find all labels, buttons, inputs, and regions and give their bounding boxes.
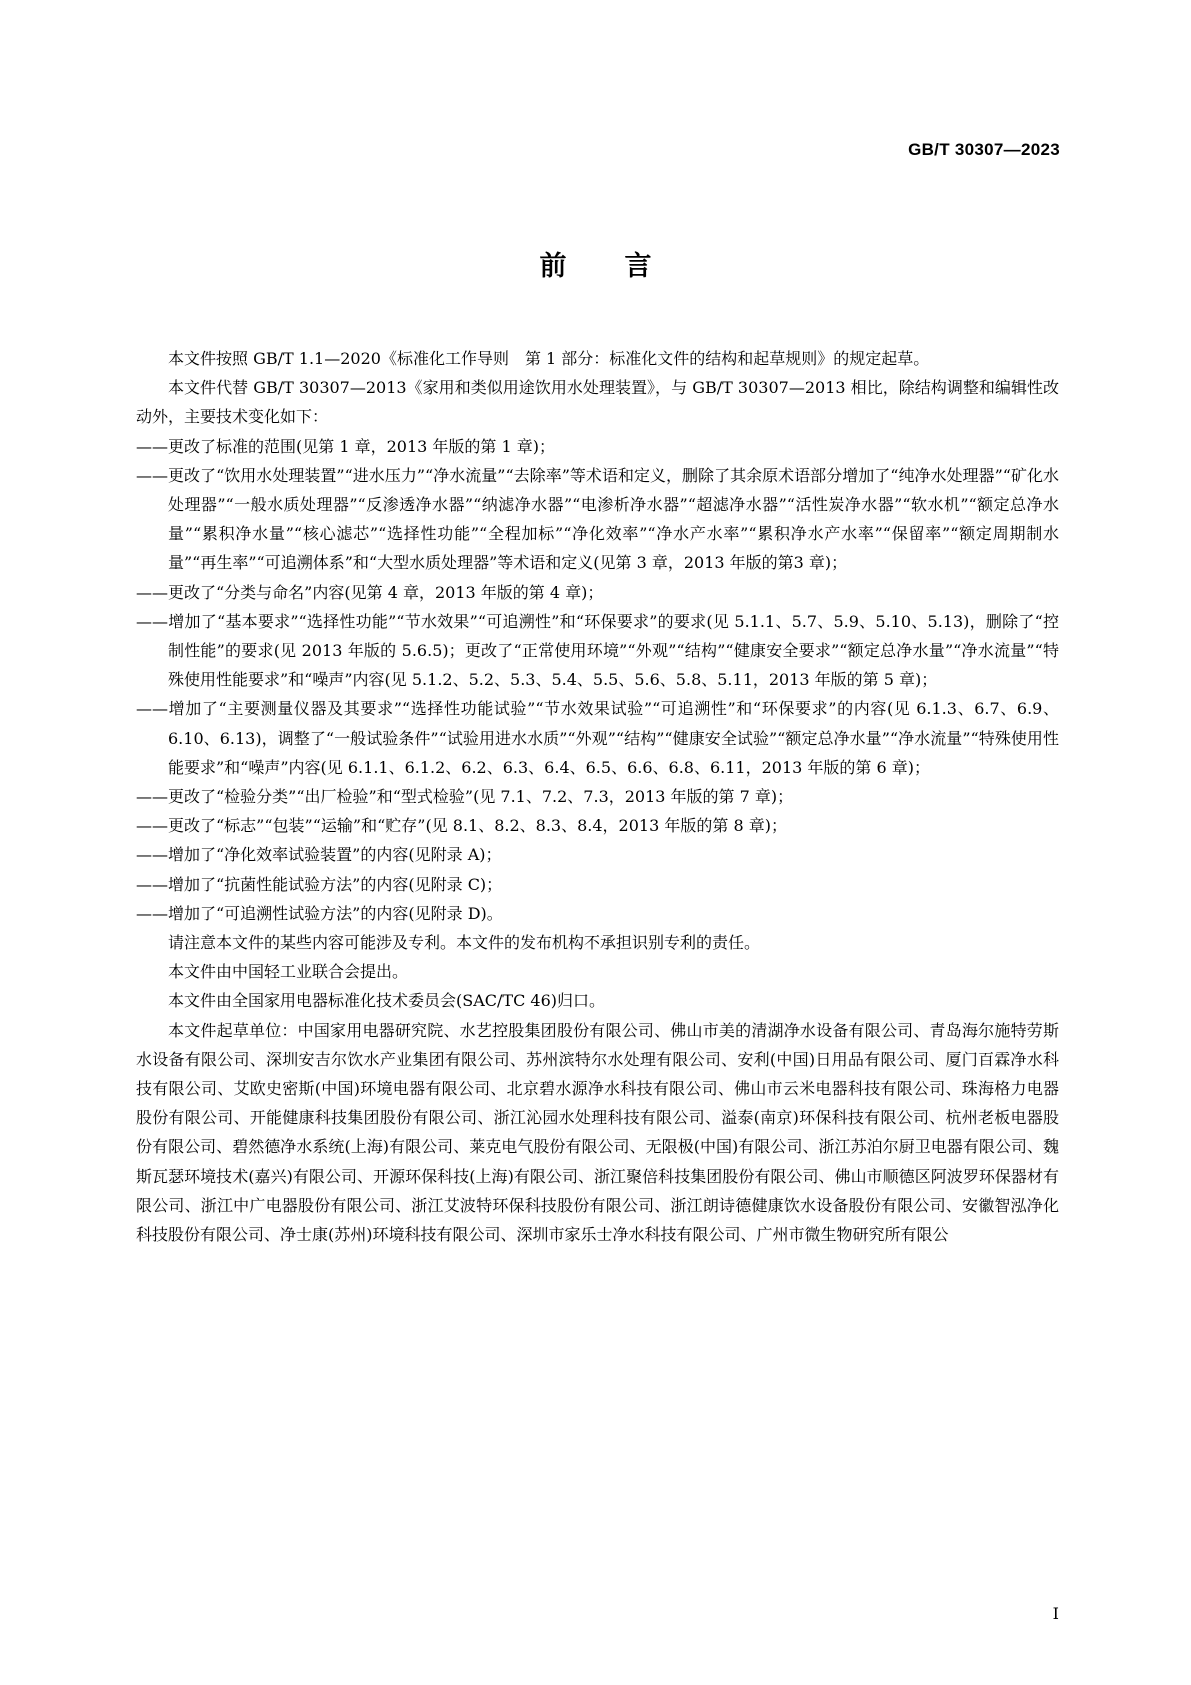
list-item	[136, 607, 1059, 695]
dash-marker: ——	[136, 816, 168, 836]
list-item-text: 增加了“抗菌性能试验方法”的内容(见附录 C)；	[168, 874, 503, 894]
dash-marker: ——	[136, 874, 168, 894]
list-item	[136, 578, 1059, 607]
list-item-text: 更改了“分类与命名”内容(见第 4 章，2013 年版的第 4 章)；	[168, 582, 604, 602]
list-item-text: 增加了“净化效率试验装置”的内容(见附录 A)；	[168, 845, 502, 865]
dash-marker: ——	[136, 845, 168, 865]
list-item	[136, 694, 1059, 782]
paragraph-patent-notice: 请注意本文件的某些内容可能涉及专利。本文件的发布机构不承担识别专利的责任。	[168, 933, 761, 953]
paragraph-drafting-rules: 本文件按照 GB/T 1.1—2020《标准化工作导则 第 1 部分：标准化文件的结构和起草规则》的规定起草。	[168, 349, 930, 368]
list-item-text: 更改了“标志”“包装”“运输”和“贮存”(见 8.1、8.2、8.3、8.4，2013 年版的第 8 章)；	[168, 816, 787, 836]
standard-code: GB/T 30307—2023	[908, 140, 1060, 159]
list-item-text: 增加了“主要测量仪器及其要求”“选择性功能试验”“节水效果试验”“可追溯性”和“环保要求”的内容(见 6.1.3、6.7、6.9、6.10、6.13)，调整了“一般试验条件”“试验用进水水质”“外观”“结构”“健康安全试验”“额定总净水量”“净水流量”“特殊使用性能要求”和“噪声”内容(见 6.1.1、6.1.2、6.2、6.3、6.4、6.5、6.6、6.8、6.11，2013 年版的第 6 章)；	[168, 699, 1059, 777]
page-number: I	[1052, 1604, 1059, 1623]
list-item	[136, 782, 1059, 811]
list-item-text: 增加了“可追溯性试验方法”的内容(见附录 D)。	[168, 903, 503, 923]
list-item-text: 更改了“检验分类”“出厂检验”和“型式检验”(见 7.1、7.2、7.3，2013 年版的第 7 章)；	[168, 787, 794, 807]
dash-marker: ——	[136, 699, 168, 719]
dash-marker: ——	[136, 903, 168, 923]
list-item	[136, 432, 1059, 461]
paragraph-proposer: 本文件由中国轻工业联合会提出。	[168, 962, 409, 982]
list-item	[136, 811, 1059, 840]
list-item	[136, 899, 1059, 928]
dash-marker: ——	[136, 787, 168, 807]
dash-marker: ——	[136, 465, 168, 485]
dash-marker: ——	[136, 582, 168, 602]
list-item-text: 更改了“饮用水处理装置”“进水压力”“净水流量”“去除率”等术语和定义，删除了其余原术语部分增加了“纯净水处理器”“矿化水处理器”“一般水质处理器”“反渗透净水器”“纳滤净水器”“电渗析净水器”“超滤净水器”“活性炭净水器”“软水机”“额定总净水量”“累积净水量”“核心滤芯”“选择性功能”“全程加标”“净化效率”“净水产水率”“累积净水产水率”“保留率”“额定周期制水量”“再生率”“可追溯体系”和“大型水质处理器”等术语和定义(见第 3 章，2013 年版的第3 章)；	[168, 465, 1059, 573]
list-item-text: 增加了“基本要求”“选择性功能”“节水效果”“可追溯性”和“环保要求”的要求(见 5.1.1、5.7、5.9、5.10、5.13)，删除了“控制性能”的要求(见 2013 年版的 5.6.5)；更改了“正常使用环境”“外观”“结构”“健康安全要求”“额定总净水量”“净水流量”“特殊使用性能要求”和“噪声”内容(见 5.1.2、5.2、5.3、5.4、5.5、5.6、5.8、5.11，2013 年版的第 5 章)；	[168, 611, 1059, 690]
list-item	[136, 870, 1059, 899]
dash-marker: ——	[136, 436, 168, 456]
list-item-text: 更改了标准的范围(见第 1 章，2013 年版的第 1 章)；	[168, 436, 555, 456]
dash-marker: ——	[136, 611, 168, 631]
page-title: 前言	[539, 251, 710, 282]
preface-body	[136, 344, 1059, 1249]
list-item	[136, 840, 1059, 869]
paragraph-centralizer: 本文件由全国家用电器标准化技术委员会(SAC/TC 46)归口。	[168, 991, 605, 1011]
paragraph-replacement: 本文件代替 GB/T 30307—2013《家用和类似用途饮用水处理装置》，与 GB/T 30307—2013 相比，除结构调整和编辑性改动外，主要技术变化如下：	[136, 378, 1059, 427]
list-item	[136, 461, 1059, 578]
paragraph-drafting-units: 本文件起草单位：中国家用电器研究院、水艺控股集团股份有限公司、佛山市美的清湖净水设备有限公司、青岛海尔施特劳斯水设备有限公司、深圳安吉尔饮水产业集团有限公司、苏州滨特尔水处理有限公司、安利(中国)日用品有限公司、厦门百霖净水科技有限公司、艾欧史密斯(中国)环境电器有限公司、北京碧水源净水科技有限公司、佛山市云米电器科技有限公司、珠海格力电器股份有限公司、开能健康科技集团股份有限公司、浙江沁园水处理科技有限公司、溢泰(南京)环保科技有限公司、杭州老板电器股份有限公司、碧然德净水系统(上海)有限公司、莱克电气股份有限公司、无限极(中国)有限公司、浙江苏泊尔厨卫电器有限公司、魏斯瓦瑟环境技术(嘉兴)有限公司、开源环保科技(上海)有限公司、浙江聚倍科技集团股份有限公司、佛山市顺德区阿波罗环保器材有限公司、浙江中广电器股份有限公司、浙江艾波特环保科技股份有限公司、浙江朗诗德健康饮水设备股份有限公司、安徽智泓净化科技股份有限公司、净士康(苏州)环境科技有限公司、深圳市家乐士净水科技有限公司、广州市微生物研究所有限公	[136, 1020, 1059, 1245]
